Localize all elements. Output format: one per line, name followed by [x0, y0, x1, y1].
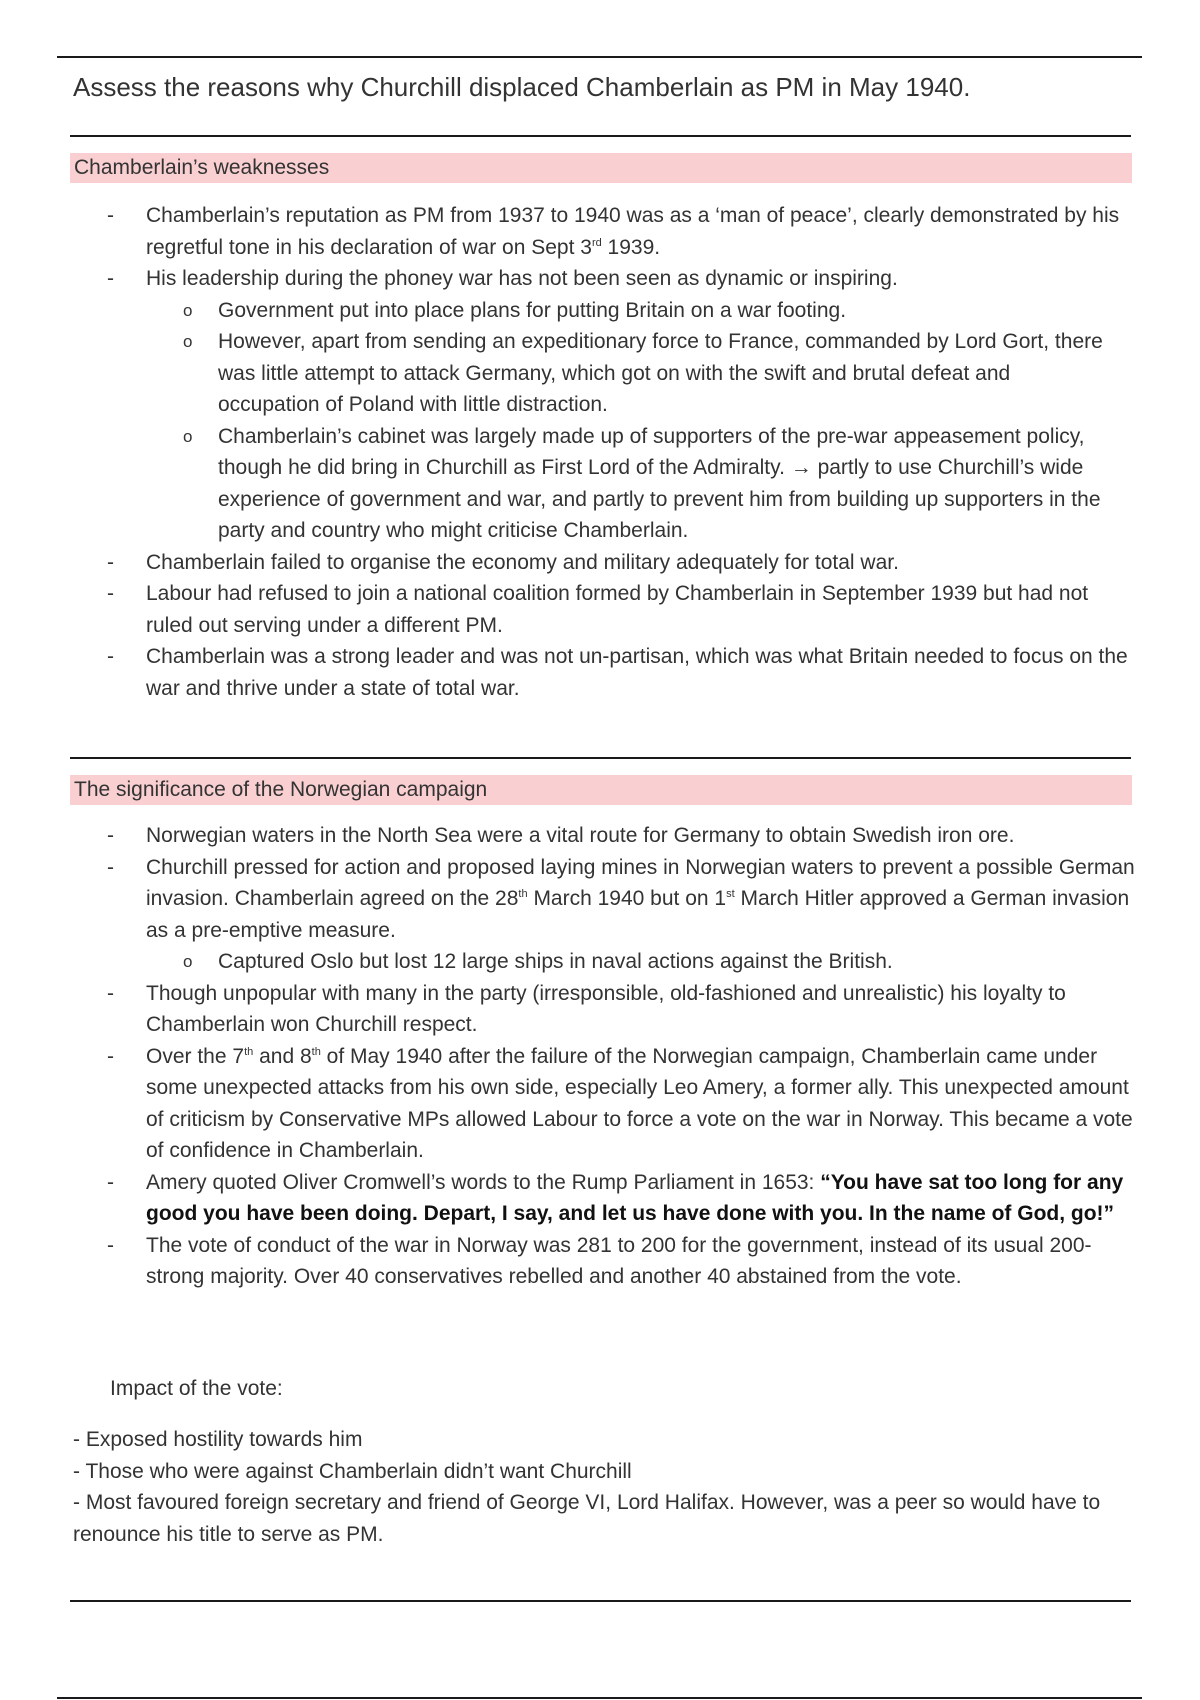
circle-bullet: o	[183, 300, 193, 320]
title-rule	[70, 135, 1131, 137]
impact-label: Impact of the vote:	[110, 1377, 283, 1400]
list-item: - Chamberlain was a strong leader and was not un-partisan, which was what Britain needed to focus on the war and thrive under a state of total war.	[0, 641, 1200, 704]
impact-list	[73, 1424, 1133, 1550]
dash-bullet: -	[107, 582, 114, 605]
list-item: - Amery quoted Oliver Cromwell’s words to the Rump Parliament in 1653: “You have sat too long for any good you have been doing. Depart, I say, and let us have done with you. In the name of God, go!”	[0, 1167, 1200, 1230]
circle-bullet: o	[183, 332, 193, 351]
dash-bullet: -	[107, 855, 114, 879]
list-item: - Chamberlain’s reputation as PM from 1937 to 1940 was as a ‘man of peace’, clearly demonstrated by his regretful tone in his declaration of war on Sept 3rd 1939.	[0, 200, 1200, 263]
list-item: - Over the 7th and 8th of May 1940 after the failure of the Norwegian campaign, Chamberlain came under some unexpected attacks from his own side, especially Leo Amery, a former ally. This unexpected amount of criticism by Conservative MPs allowed Labour to force a vote on the war in Norway. This became a vote of confidence in Chamberlain.	[0, 1041, 1200, 1167]
circle-bullet: o	[183, 426, 193, 446]
impact-item: - Those who were against Chamberlain didn’t want Churchill	[73, 1459, 632, 1483]
dash-bullet: -	[107, 1233, 114, 1257]
page-title: Assess the reasons why Churchill displaced Chamberlain as PM in May 1940.	[73, 72, 971, 102]
list-item: - His leadership during the phoney war has not been seen as dynamic or inspiring.	[0, 263, 1200, 295]
section-heading-norwegian: The significance of the Norwegian campaign	[70, 775, 1132, 805]
dash-bullet: -	[107, 1044, 114, 1068]
norwegian-list	[0, 820, 1200, 1293]
sub-list-item: o Captured Oslo but lost 12 large ships in naval actions against the British.	[0, 946, 1200, 978]
list-item: - Though unpopular with many in the party (irresponsible, old-fashioned and unrealistic) his loyalty to Chamberlain won Churchill respect.	[0, 978, 1200, 1041]
dash-bullet: -	[107, 824, 114, 847]
top-rule	[57, 56, 1142, 58]
sub-list-item: o Chamberlain’s cabinet was largely made up of supporters of the pre-war appeasement policy, though he did bring in Churchill as First Lord of the Admiralty. → partly to use Churchill’s wide experience of government and war, and partly to prevent him from building up supporters in the party and country who might criticise Chamberlain.	[0, 421, 1200, 547]
weaknesses-list	[0, 200, 1200, 704]
cromwell-quote: “You have sat too long for any good you have been doing. Depart, I say, and let us have done with you. In the name of God, go!”	[146, 1170, 1124, 1225]
list-item: - The vote of conduct of the war in Norway was 281 to 200 for the government, instead of its usual 200-strong majority. Over 40 conservatives rebelled and another 40 abstained from the vote.	[0, 1230, 1200, 1293]
dash-bullet: -	[107, 645, 114, 668]
dash-bullet: -	[107, 550, 114, 574]
sub-list-item: o Government put into place plans for putting Britain on a war footing.	[0, 295, 1200, 327]
list-item: - Churchill pressed for action and proposed laying mines in Norwegian waters to prevent a possible German invasion. Chamberlain agreed on the 28th March 1940 but on 1st March Hitler approved a German invasion as a pre-emptive measure.	[0, 852, 1200, 947]
sub-list-item: o However, apart from sending an expeditionary force to France, commanded by Lord Gort, there was little attempt to attack Germany, which got on with the swift and brutal defeat and occupation of Poland with little distraction.	[0, 326, 1200, 421]
dash-bullet: -	[107, 267, 114, 290]
section-heading-weaknesses: Chamberlain’s weaknesses	[70, 153, 1132, 183]
list-item: - Norwegian waters in the North Sea were a vital route for Germany to obtain Swedish iron ore.	[0, 820, 1200, 852]
bottom-rule	[57, 1697, 1142, 1699]
impact-item: - Most favoured foreign secretary and friend of George VI, Lord Halifax. However, was a peer so would have to renounce his title to serve as PM.	[73, 1491, 1101, 1546]
dash-bullet: -	[107, 204, 114, 227]
list-item: - Chamberlain failed to organise the economy and military adequately for total war.	[0, 547, 1200, 579]
section2-rule	[70, 757, 1131, 759]
dash-bullet: -	[107, 1170, 114, 1194]
list-item: - Labour had refused to join a national coalition formed by Chamberlain in September 1939 but had not ruled out serving under a different PM.	[0, 578, 1200, 641]
circle-bullet: o	[183, 952, 193, 971]
end-rule	[70, 1600, 1131, 1602]
impact-item: - Exposed hostility towards him	[73, 1428, 363, 1451]
dash-bullet: -	[107, 981, 114, 1005]
